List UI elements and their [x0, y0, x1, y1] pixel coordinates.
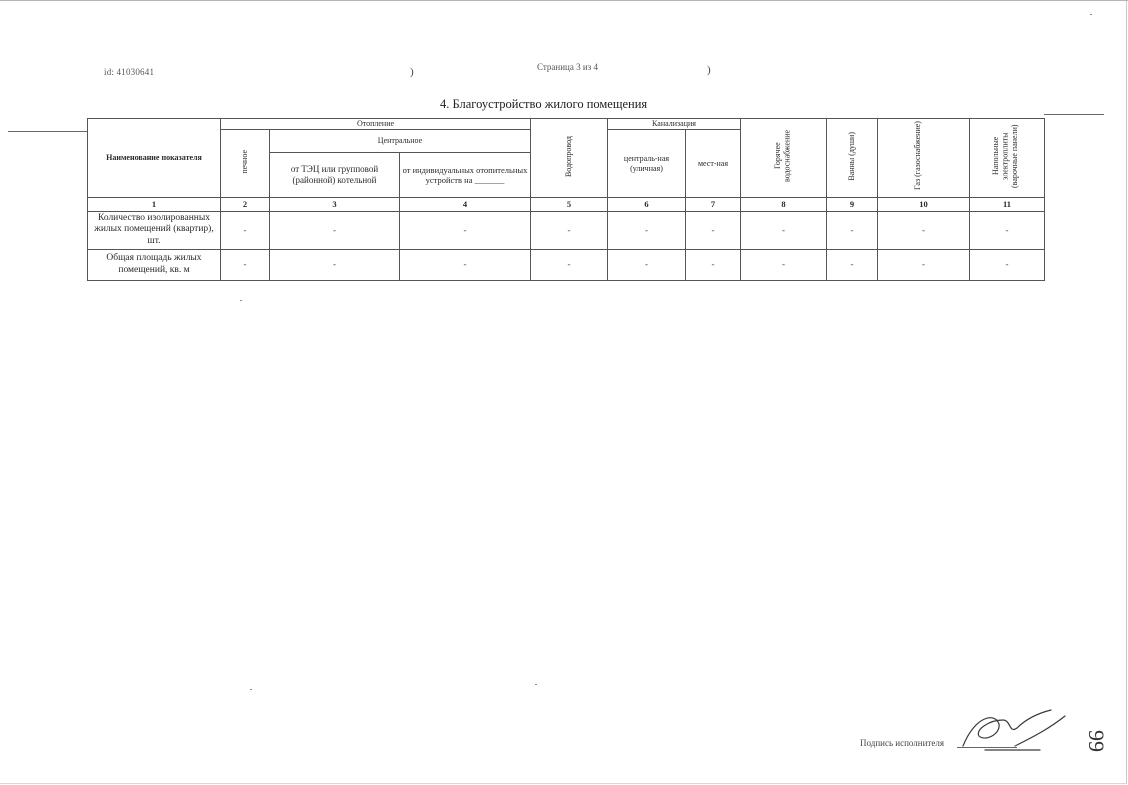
table-cell: -	[741, 249, 827, 280]
gas-label: Газ (газоснабжение)	[912, 122, 922, 191]
baths-label: Ванны (души)	[847, 132, 857, 181]
column-number: 10	[878, 197, 970, 211]
table-cell: -	[531, 212, 608, 249]
table-cell: -	[270, 212, 400, 249]
column-number-row	[88, 197, 1045, 211]
scan-speck	[240, 300, 242, 301]
hot-water-header	[741, 119, 827, 198]
table-cell: -	[531, 249, 608, 280]
electric-stoves-header	[970, 119, 1045, 198]
row-label: Количество изолированных жилых помещений (квартир), шт.	[88, 212, 221, 249]
indicator-name-header: Наименование показателя	[88, 119, 221, 198]
scan-speck	[535, 684, 537, 685]
table-cell: -	[686, 212, 741, 249]
page-number: Страница 3 из 4	[537, 62, 598, 72]
table-row	[88, 212, 1045, 249]
water-supply-header	[531, 119, 608, 198]
scan-speck	[1090, 14, 1092, 15]
column-number: 7	[686, 197, 741, 211]
water-supply-label: Водопровод	[564, 135, 574, 177]
column-number: 8	[741, 197, 827, 211]
baths-header	[827, 119, 878, 198]
scan-artifact-line	[1044, 114, 1104, 115]
column-number: 9	[827, 197, 878, 211]
table-cell: -	[608, 212, 686, 249]
signature-mark	[955, 706, 1070, 756]
central-header: Центральное	[270, 130, 531, 153]
sewerage-central-header: централь-ная (уличная)	[608, 130, 686, 198]
table-cell: -	[400, 212, 531, 249]
scan-mark: )	[707, 64, 711, 76]
individual-heating-header: от индивидуальных отопительных устройств на _______	[400, 153, 531, 198]
gas-header	[878, 119, 970, 198]
scan-artifact-line	[8, 131, 87, 132]
column-number: 3	[270, 197, 400, 211]
column-number: 5	[531, 197, 608, 211]
scan-top-edge	[0, 0, 1128, 1]
table-cell: -	[400, 249, 531, 280]
table-cell: -	[221, 249, 270, 280]
table-cell: -	[270, 249, 400, 280]
scan-mark: )	[410, 66, 414, 78]
column-number: 4	[400, 197, 531, 211]
hot-water-label: Горячее водоснабжение	[772, 130, 792, 183]
table-cell: -	[827, 249, 878, 280]
column-number: 1	[88, 197, 221, 211]
sewerage-local-header: мест-ная	[686, 130, 741, 198]
column-number: 2	[221, 197, 270, 211]
table-cell: -	[221, 212, 270, 249]
table-cell: -	[741, 212, 827, 249]
table-cell: -	[686, 249, 741, 280]
amenities-table	[87, 118, 1045, 281]
table-cell: -	[878, 249, 970, 280]
table-cell: -	[827, 212, 878, 249]
table-row	[88, 249, 1045, 280]
table-cell: -	[608, 249, 686, 280]
central-tec-header: от ТЭЦ или групповой (районной) котельной	[270, 153, 400, 198]
column-number: 11	[970, 197, 1045, 211]
stove-header	[221, 130, 270, 198]
electric-stoves-label: Напольные электроплиты (варочные панели)	[991, 124, 1020, 189]
heating-header: Отопление	[221, 119, 531, 130]
document-id: id: 41030641	[104, 67, 155, 77]
row-label: Общая площадь жилых помещений, кв. м	[88, 249, 221, 280]
stove-label: печное	[240, 150, 250, 174]
table-cell: -	[970, 249, 1045, 280]
section-title: 4. Благоустройство жилого помещения	[440, 97, 648, 111]
scan-speck	[250, 689, 252, 690]
sewerage-header: Канализация	[608, 119, 741, 130]
table-cell: -	[970, 212, 1045, 249]
column-number: 6	[608, 197, 686, 211]
page-stamp-number: 99	[1084, 730, 1109, 752]
table-cell: -	[878, 212, 970, 249]
header-row-1	[88, 119, 1045, 130]
signature-label: Подпись исполнителя	[860, 738, 944, 748]
